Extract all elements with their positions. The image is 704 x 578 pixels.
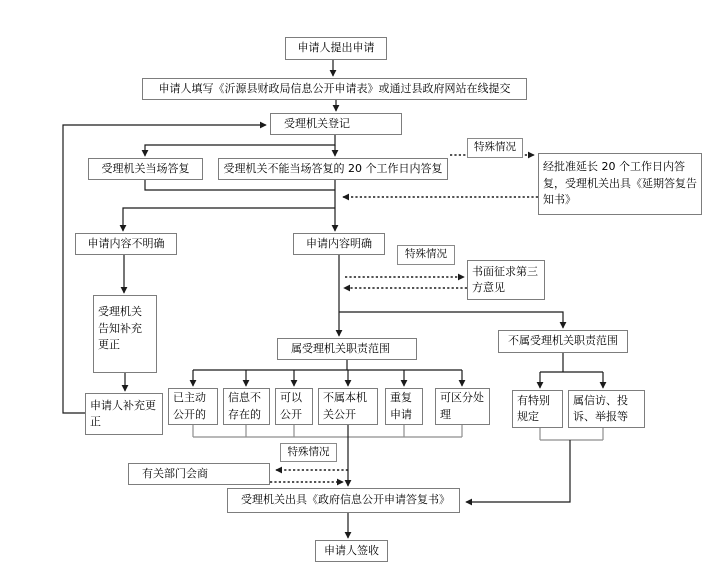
- node-notify-supplement-correction: 受理机关告知补充更正: [93, 295, 157, 373]
- label-special-case-third-party: 特殊情况: [397, 245, 455, 265]
- node-info-not-exist: 信息不存在的: [223, 388, 270, 425]
- node-extend-20-days-notice: 经批准延长 20 个工作日内答复，受理机关出具《延期答复告知书》: [538, 153, 702, 215]
- node-department-consultation: 有关部门会商: [128, 463, 270, 485]
- node-not-this-authority: 不属本机关公开: [318, 388, 378, 425]
- node-petition-complaint-report: 属信访、投诉、举报等: [568, 390, 645, 428]
- node-content-clear: 申请内容明确: [293, 233, 385, 255]
- node-reply-within-20-days: 受理机关不能当场答复的 20 个工作日内答复: [218, 158, 448, 180]
- node-can-be-disclosed: 可以公开: [275, 388, 313, 425]
- node-applicant-supplements: 申请人补充更正: [85, 393, 163, 435]
- node-repeat-application: 重复申请: [385, 388, 423, 425]
- node-reply-on-spot: 受理机关当场答复: [88, 158, 203, 180]
- node-within-authority-scope: 属受理机关职责范围: [277, 338, 417, 360]
- node-applicant-signs-receipt: 申请人签收: [315, 540, 388, 562]
- node-consult-third-party: 书面征求第三方意见: [467, 260, 545, 300]
- node-outside-authority-scope: 不属受理机关职责范围: [498, 330, 628, 353]
- node-applicant-submits: 申请人提出申请: [285, 37, 387, 60]
- node-content-unclear: 申请内容不明确: [75, 233, 177, 255]
- node-fill-application-form: 申请人填写《沂源县财政局信息公开申请表》或通过县政府网站在线提交: [142, 78, 527, 100]
- node-authority-register: 受理机关登记: [270, 113, 402, 135]
- node-already-disclosed: 已主动公开的: [168, 388, 218, 425]
- node-special-provisions: 有特别规定: [512, 390, 563, 428]
- label-special-case-consultation: 特殊情况: [280, 443, 337, 462]
- node-separable-handling: 可区分处理: [435, 388, 490, 425]
- node-issue-reply-letter: 受理机关出具《政府信息公开申请答复书》: [227, 488, 460, 513]
- label-special-case-extension: 特殊情况: [467, 138, 523, 158]
